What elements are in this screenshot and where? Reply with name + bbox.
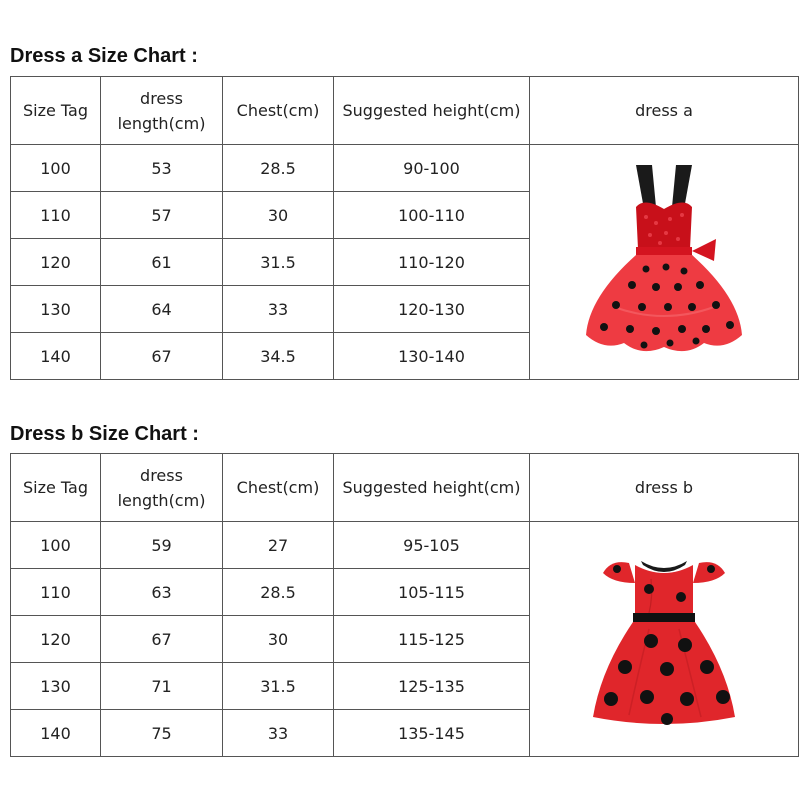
table-header-row [11, 454, 799, 522]
cell-suggested-height: 130-140 [334, 333, 530, 380]
cell-size-tag: 120 [11, 239, 101, 286]
header-chest: Chest(cm) [223, 454, 334, 522]
cell-size-tag: 110 [11, 192, 101, 239]
cell-dress-length: 71 [101, 663, 223, 710]
cell-suggested-height: 110-120 [334, 239, 530, 286]
cell-dress-length: 67 [101, 333, 223, 380]
cell-suggested-height: 135-145 [334, 710, 530, 757]
polka-dot-tutu-dress-image [574, 157, 754, 367]
header-size-tag: Size Tag [11, 454, 101, 522]
cell-dress-length: 63 [101, 569, 223, 616]
cell-dress-length: 61 [101, 239, 223, 286]
header-dress-image-label: dress a [530, 77, 799, 145]
dress-b-chart-title: Dress b Size Chart : [10, 423, 199, 445]
cell-dress-length: 53 [101, 145, 223, 192]
cell-dress-length: 75 [101, 710, 223, 757]
dress-a-chart-title: Dress a Size Chart : [10, 45, 198, 67]
cell-dress-length: 67 [101, 616, 223, 663]
cell-size-tag: 100 [11, 522, 101, 569]
header-suggested-height: Suggested height(cm) [334, 454, 530, 522]
cell-size-tag: 110 [11, 569, 101, 616]
cell-chest: 28.5 [223, 145, 334, 192]
cell-chest: 28.5 [223, 569, 334, 616]
cell-suggested-height: 100-110 [334, 192, 530, 239]
table-header-row [11, 77, 799, 145]
table-row [11, 145, 799, 192]
table-row [11, 522, 799, 569]
cell-chest: 31.5 [223, 239, 334, 286]
cell-size-tag: 130 [11, 663, 101, 710]
cell-size-tag: 130 [11, 286, 101, 333]
ladybug-satin-dress-image [589, 549, 739, 729]
header-dress-image-label: dress b [530, 454, 799, 522]
cell-chest: 34.5 [223, 333, 334, 380]
dress-b-image-cell [530, 522, 799, 757]
cell-chest: 33 [223, 286, 334, 333]
cell-suggested-height: 105-115 [334, 569, 530, 616]
cell-dress-length: 57 [101, 192, 223, 239]
cell-suggested-height: 125-135 [334, 663, 530, 710]
cell-chest: 30 [223, 192, 334, 239]
cell-suggested-height: 120-130 [334, 286, 530, 333]
dress-a-size-table [10, 76, 799, 380]
cell-chest: 30 [223, 616, 334, 663]
cell-suggested-height: 90-100 [334, 145, 530, 192]
cell-size-tag: 140 [11, 710, 101, 757]
header-chest: Chest(cm) [223, 77, 334, 145]
cell-chest: 31.5 [223, 663, 334, 710]
dress-b-size-table [10, 453, 799, 757]
cell-suggested-height: 95-105 [334, 522, 530, 569]
dress-a-image-cell [530, 145, 799, 380]
cell-size-tag: 100 [11, 145, 101, 192]
header-dress-length: dress length(cm) [101, 454, 223, 522]
cell-dress-length: 64 [101, 286, 223, 333]
cell-size-tag: 120 [11, 616, 101, 663]
cell-suggested-height: 115-125 [334, 616, 530, 663]
cell-chest: 27 [223, 522, 334, 569]
cell-size-tag: 140 [11, 333, 101, 380]
cell-dress-length: 59 [101, 522, 223, 569]
cell-chest: 33 [223, 710, 334, 757]
header-size-tag: Size Tag [11, 77, 101, 145]
header-dress-length: dress length(cm) [101, 77, 223, 145]
header-suggested-height: Suggested height(cm) [334, 77, 530, 145]
